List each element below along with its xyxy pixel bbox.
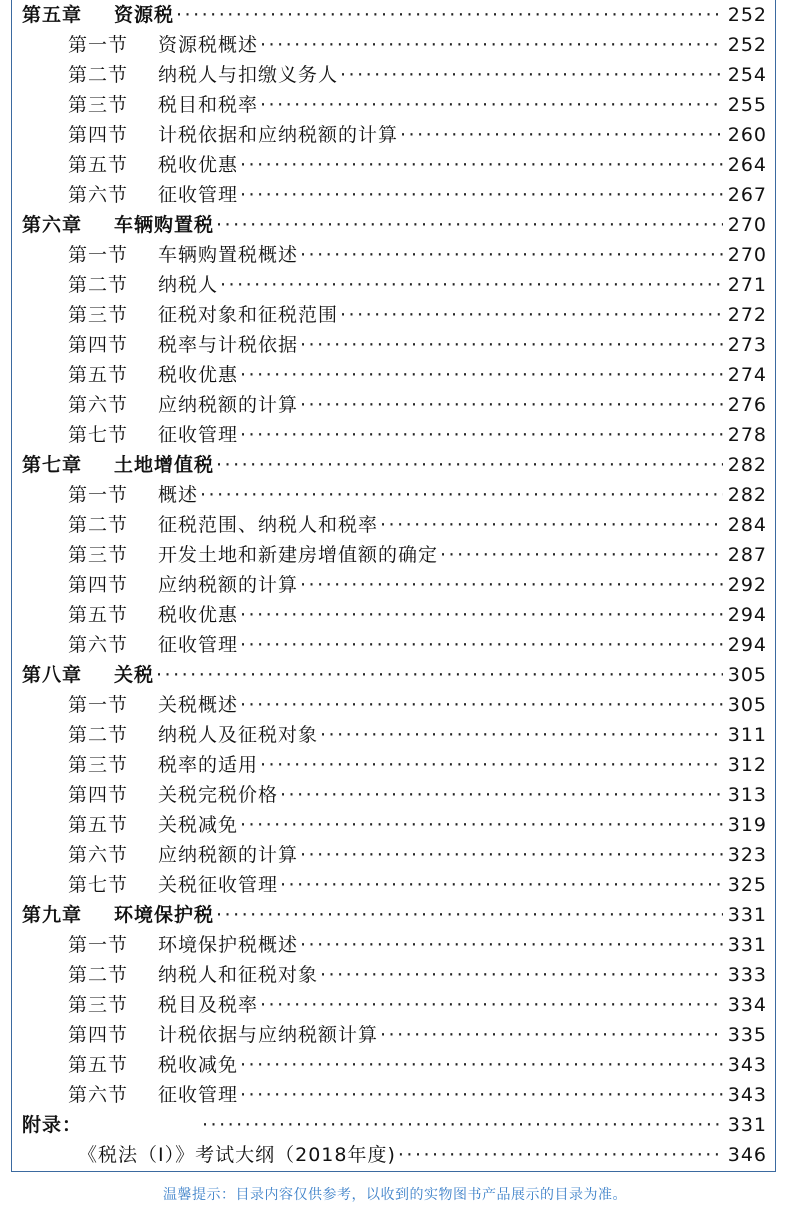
toc-section-row bbox=[22, 1020, 767, 1050]
toc-section-row bbox=[22, 750, 767, 780]
page-number: 260 bbox=[727, 124, 767, 146]
section-title: 应纳税额的计算 bbox=[158, 574, 299, 596]
section-number: 第六节 bbox=[68, 184, 129, 206]
page-number: 267 bbox=[727, 184, 767, 206]
page-number: 254 bbox=[727, 64, 767, 86]
page-number: 271 bbox=[727, 274, 767, 296]
section-number: 第四节 bbox=[68, 574, 129, 596]
section-title: 纳税人与扣缴义务人 bbox=[158, 64, 339, 86]
page-number: 311 bbox=[727, 724, 767, 746]
section-title: 计税依据和应纳税额的计算 bbox=[158, 124, 399, 146]
page-number: 255 bbox=[727, 94, 767, 116]
section-title: 计税依据与应纳税额计算 bbox=[158, 1024, 379, 1046]
chapter-number: 第七章 bbox=[22, 454, 83, 476]
dot-leader bbox=[216, 900, 723, 930]
dot-leader bbox=[280, 780, 723, 810]
section-title: 资源税概述 bbox=[158, 34, 259, 56]
section-title: 征税对象和征税范围 bbox=[158, 304, 339, 326]
section-title: 税目及税率 bbox=[158, 994, 259, 1016]
dot-leader bbox=[260, 990, 723, 1020]
page-number: 273 bbox=[727, 334, 767, 356]
page-number: 294 bbox=[727, 604, 767, 626]
dot-leader bbox=[220, 270, 723, 300]
dot-leader bbox=[320, 720, 723, 750]
page-number: 305 bbox=[727, 664, 767, 686]
toc-section-row bbox=[22, 780, 767, 810]
dot-leader bbox=[240, 810, 723, 840]
section-title: 概述 bbox=[158, 484, 199, 506]
section-title: 关税征收管理 bbox=[158, 874, 279, 896]
page-number: 270 bbox=[727, 244, 767, 266]
toc-section-row bbox=[22, 480, 767, 510]
page-number: 292 bbox=[727, 574, 767, 596]
toc-section-row bbox=[22, 1080, 767, 1110]
toc-section-row bbox=[22, 60, 767, 90]
page-number: 319 bbox=[727, 814, 767, 836]
toc-chapter-row bbox=[22, 900, 767, 930]
section-title: 关税概述 bbox=[158, 694, 239, 716]
toc-section-row bbox=[22, 720, 767, 750]
section-title: 征收管理 bbox=[158, 634, 239, 656]
toc-section-row bbox=[22, 360, 767, 390]
page-number: 274 bbox=[727, 364, 767, 386]
toc-section-row bbox=[22, 30, 767, 60]
page-number: 282 bbox=[727, 454, 767, 476]
section-number: 第二节 bbox=[68, 724, 129, 746]
page-number: 284 bbox=[727, 514, 767, 536]
page-number: 252 bbox=[727, 4, 767, 26]
dot-leader bbox=[260, 30, 723, 60]
section-title: 税收优惠 bbox=[158, 364, 239, 386]
section-number: 第五节 bbox=[68, 364, 129, 386]
dot-leader bbox=[240, 1050, 723, 1080]
section-number: 第二节 bbox=[68, 514, 129, 536]
dot-leader bbox=[340, 300, 723, 330]
dot-leader bbox=[200, 480, 723, 510]
toc-section-row bbox=[22, 810, 767, 840]
section-number: 第六节 bbox=[68, 394, 129, 416]
toc-chapter-row bbox=[22, 1110, 767, 1140]
dot-leader bbox=[240, 690, 723, 720]
toc-section-row bbox=[22, 90, 767, 120]
section-number: 第三节 bbox=[68, 304, 129, 326]
section-number: 第一节 bbox=[68, 934, 129, 956]
page-number: 264 bbox=[727, 154, 767, 176]
page-number: 331 bbox=[727, 1114, 767, 1136]
toc-section-row bbox=[22, 600, 767, 630]
section-title: 应纳税额的计算 bbox=[158, 394, 299, 416]
dot-leader bbox=[300, 570, 723, 600]
page-number: 282 bbox=[727, 484, 767, 506]
chapter-title: 土地增值税 bbox=[114, 454, 215, 476]
toc-section-row bbox=[22, 390, 767, 420]
toc-section-row bbox=[22, 630, 767, 660]
page-number: 312 bbox=[727, 754, 767, 776]
dot-leader bbox=[240, 1080, 723, 1110]
toc-section-row bbox=[22, 930, 767, 960]
toc-section-row bbox=[22, 960, 767, 990]
chapter-number: 第九章 bbox=[22, 904, 83, 926]
dot-leader bbox=[320, 960, 723, 990]
section-title: 环境保护税概述 bbox=[158, 934, 299, 956]
dot-leader bbox=[400, 120, 723, 150]
toc-section-row bbox=[22, 180, 767, 210]
section-title: 税率与计税依据 bbox=[158, 334, 299, 356]
chapter-title: 环境保护税 bbox=[114, 904, 215, 926]
toc-frame bbox=[11, 0, 776, 1172]
section-title: 纳税人和征税对象 bbox=[158, 964, 319, 986]
dot-leader bbox=[300, 390, 723, 420]
page-number: 305 bbox=[727, 694, 767, 716]
section-number: 第四节 bbox=[68, 124, 129, 146]
page-number: 335 bbox=[727, 1024, 767, 1046]
section-number: 第二节 bbox=[68, 64, 129, 86]
dot-leader bbox=[202, 1110, 723, 1140]
chapter-title: 车辆购置税 bbox=[114, 214, 215, 236]
section-number: 第六节 bbox=[68, 844, 129, 866]
page-number: 323 bbox=[727, 844, 767, 866]
section-title: 关税完税价格 bbox=[158, 784, 279, 806]
section-number: 第一节 bbox=[68, 34, 129, 56]
page-number: 331 bbox=[727, 904, 767, 926]
dot-leader bbox=[176, 0, 723, 30]
dot-leader bbox=[300, 240, 723, 270]
toc-section-row bbox=[22, 120, 767, 150]
section-number: 第一节 bbox=[68, 484, 129, 506]
dot-leader bbox=[240, 150, 723, 180]
chapter-title: 关税 bbox=[114, 664, 155, 686]
section-number: 第六节 bbox=[68, 1084, 129, 1106]
toc-section-row bbox=[22, 300, 767, 330]
section-title: 税收优惠 bbox=[158, 154, 239, 176]
section-title: 《税法（I）》考试大纲（2018年度) bbox=[78, 1144, 396, 1166]
dot-leader bbox=[260, 90, 723, 120]
section-number: 第六节 bbox=[68, 634, 129, 656]
toc-section-row bbox=[22, 150, 767, 180]
dot-leader bbox=[260, 750, 723, 780]
dot-leader bbox=[156, 660, 723, 690]
section-title: 税率的适用 bbox=[158, 754, 259, 776]
dot-leader bbox=[300, 840, 723, 870]
section-title: 征收管理 bbox=[158, 424, 239, 446]
toc-chapter-row bbox=[22, 450, 767, 480]
section-title: 征收管理 bbox=[158, 1084, 239, 1106]
page-number: 333 bbox=[727, 964, 767, 986]
section-number: 第二节 bbox=[68, 964, 129, 986]
dot-leader bbox=[240, 360, 723, 390]
section-title: 纳税人 bbox=[158, 274, 219, 296]
section-number: 第三节 bbox=[68, 544, 129, 566]
page-number: 313 bbox=[727, 784, 767, 806]
table-of-contents bbox=[22, 0, 767, 1170]
dot-leader bbox=[280, 870, 723, 900]
page-number: 294 bbox=[727, 634, 767, 656]
section-number: 第七节 bbox=[68, 874, 129, 896]
section-title: 税目和税率 bbox=[158, 94, 259, 116]
dot-leader bbox=[300, 330, 723, 360]
dot-leader bbox=[440, 540, 723, 570]
section-number: 第一节 bbox=[68, 244, 129, 266]
chapter-title: 资源税 bbox=[114, 4, 175, 26]
page-number: 331 bbox=[727, 934, 767, 956]
dot-leader bbox=[300, 930, 723, 960]
toc-section-row bbox=[22, 330, 767, 360]
section-number: 第三节 bbox=[68, 754, 129, 776]
section-number: 第四节 bbox=[68, 1024, 129, 1046]
page-number: 343 bbox=[727, 1084, 767, 1106]
section-number: 第五节 bbox=[68, 1054, 129, 1076]
page-number: 343 bbox=[727, 1054, 767, 1076]
toc-section-row bbox=[22, 570, 767, 600]
section-number: 第七节 bbox=[68, 424, 129, 446]
section-number: 第五节 bbox=[68, 604, 129, 626]
section-number: 第四节 bbox=[68, 334, 129, 356]
page-number: 346 bbox=[727, 1144, 767, 1166]
section-number: 第三节 bbox=[68, 94, 129, 116]
dot-leader bbox=[240, 630, 723, 660]
footer-disclaimer: 温馨提示：目录内容仅供参考，以收到的实物图书产品展示的目录为准。 bbox=[163, 1187, 627, 1203]
page-number: 276 bbox=[727, 394, 767, 416]
dot-leader bbox=[216, 210, 723, 240]
toc-section-row bbox=[22, 1140, 767, 1170]
toc-section-row bbox=[22, 840, 767, 870]
toc-section-row bbox=[22, 540, 767, 570]
page-number: 325 bbox=[727, 874, 767, 896]
section-number: 第五节 bbox=[68, 814, 129, 836]
dot-leader bbox=[240, 420, 723, 450]
section-number: 第五节 bbox=[68, 154, 129, 176]
dot-leader bbox=[380, 1020, 723, 1050]
section-title: 车辆购置税概述 bbox=[158, 244, 299, 266]
page-number: 278 bbox=[727, 424, 767, 446]
toc-chapter-row bbox=[22, 210, 767, 240]
page-number: 252 bbox=[727, 34, 767, 56]
dot-leader bbox=[398, 1140, 723, 1170]
toc-section-row bbox=[22, 240, 767, 270]
section-title: 关税减免 bbox=[158, 814, 239, 836]
section-number: 第二节 bbox=[68, 274, 129, 296]
section-title: 税收优惠 bbox=[158, 604, 239, 626]
toc-section-row bbox=[22, 270, 767, 300]
section-number: 第三节 bbox=[68, 994, 129, 1016]
dot-leader bbox=[240, 600, 723, 630]
dot-leader bbox=[240, 180, 723, 210]
dot-leader bbox=[216, 450, 723, 480]
section-number: 第四节 bbox=[68, 784, 129, 806]
section-title: 应纳税额的计算 bbox=[158, 844, 299, 866]
section-title: 税收减免 bbox=[158, 1054, 239, 1076]
section-title: 征税范围、纳税人和税率 bbox=[158, 514, 379, 536]
section-title: 开发土地和新建房增值额的确定 bbox=[158, 544, 439, 566]
page-number: 287 bbox=[727, 544, 767, 566]
dot-leader bbox=[340, 60, 723, 90]
toc-section-row bbox=[22, 510, 767, 540]
toc-chapter-row bbox=[22, 0, 767, 30]
section-number: 第一节 bbox=[68, 694, 129, 716]
toc-section-row bbox=[22, 870, 767, 900]
page-number: 334 bbox=[727, 994, 767, 1016]
chapter-number: 附录： bbox=[22, 1114, 83, 1136]
dot-leader bbox=[380, 510, 723, 540]
section-title: 征收管理 bbox=[158, 184, 239, 206]
toc-section-row bbox=[22, 420, 767, 450]
chapter-number: 第五章 bbox=[22, 4, 83, 26]
toc-section-row bbox=[22, 1050, 767, 1080]
section-title: 纳税人及征税对象 bbox=[158, 724, 319, 746]
toc-section-row bbox=[22, 690, 767, 720]
toc-section-row bbox=[22, 990, 767, 1020]
page-number: 272 bbox=[727, 304, 767, 326]
toc-chapter-row bbox=[22, 660, 767, 690]
chapter-number: 第八章 bbox=[22, 664, 83, 686]
chapter-number: 第六章 bbox=[22, 214, 83, 236]
page-number: 270 bbox=[727, 214, 767, 236]
